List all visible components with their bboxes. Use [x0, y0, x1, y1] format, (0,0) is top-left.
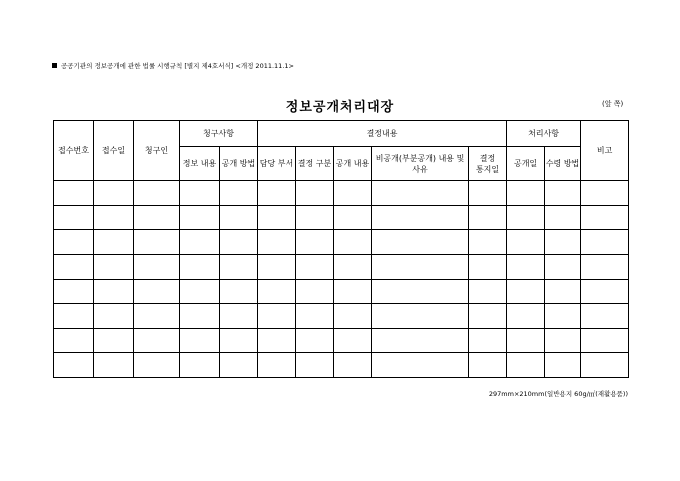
table-cell[interactable]: [372, 304, 469, 329]
col-disclosure-method: 공개 방법: [220, 147, 258, 181]
table-cell[interactable]: [180, 205, 220, 230]
table-cell[interactable]: [54, 230, 94, 255]
col-decision-notice-date: 결정 통지일: [469, 147, 507, 181]
table-cell[interactable]: [581, 279, 629, 304]
col-disclosure-date: 공개일: [507, 147, 545, 181]
table-cell[interactable]: [545, 328, 581, 353]
table-cell[interactable]: [220, 353, 258, 378]
table-cell[interactable]: [296, 279, 334, 304]
table-cell[interactable]: [220, 205, 258, 230]
table-cell[interactable]: [180, 304, 220, 329]
table-cell[interactable]: [372, 230, 469, 255]
table-cell[interactable]: [134, 254, 180, 279]
table-row: [54, 205, 629, 230]
col-receipt-no: 접수번호: [54, 121, 94, 181]
table-cell[interactable]: [581, 205, 629, 230]
table-cell[interactable]: [94, 353, 134, 378]
table-cell[interactable]: [220, 304, 258, 329]
table-cell[interactable]: [469, 279, 507, 304]
table-cell[interactable]: [258, 328, 296, 353]
table-cell[interactable]: [258, 254, 296, 279]
table-cell[interactable]: [220, 181, 258, 206]
table-cell[interactable]: [372, 279, 469, 304]
table-cell[interactable]: [372, 353, 469, 378]
table-cell[interactable]: [54, 181, 94, 206]
document-title: 정보공개처리대장: [285, 100, 395, 115]
table-cell[interactable]: [581, 181, 629, 206]
table-cell[interactable]: [334, 205, 372, 230]
disclosure-ledger-table: [53, 120, 629, 378]
ledger-body: [54, 181, 629, 378]
table-cell[interactable]: [94, 181, 134, 206]
table-cell[interactable]: [54, 304, 94, 329]
col-disclosure-content: 공개 내용: [334, 147, 372, 181]
table-cell[interactable]: [334, 254, 372, 279]
table-cell[interactable]: [334, 181, 372, 206]
col-receipt-date: 접수일: [94, 121, 134, 181]
table-cell[interactable]: [507, 205, 545, 230]
table-cell[interactable]: [372, 254, 469, 279]
table-cell[interactable]: [507, 230, 545, 255]
table-cell[interactable]: [334, 279, 372, 304]
group-decision: 결정내용: [258, 121, 507, 147]
table-cell[interactable]: [296, 353, 334, 378]
table-cell[interactable]: [94, 328, 134, 353]
table-cell[interactable]: [507, 254, 545, 279]
table-cell[interactable]: [507, 279, 545, 304]
table-row: [54, 304, 629, 329]
table-cell[interactable]: [180, 181, 220, 206]
table-cell[interactable]: [134, 230, 180, 255]
header-row-groups: [54, 121, 629, 147]
table-cell[interactable]: [296, 304, 334, 329]
table-cell[interactable]: [296, 254, 334, 279]
table-cell[interactable]: [507, 328, 545, 353]
table-cell[interactable]: [296, 230, 334, 255]
table-cell[interactable]: [545, 254, 581, 279]
table-cell[interactable]: [258, 181, 296, 206]
col-info-content: 정보 내용: [180, 147, 220, 181]
table-cell[interactable]: [54, 279, 94, 304]
table-cell[interactable]: [469, 353, 507, 378]
table-cell[interactable]: [258, 279, 296, 304]
group-processing: 처리사항: [507, 121, 581, 147]
table-cell[interactable]: [469, 328, 507, 353]
table-cell[interactable]: [220, 328, 258, 353]
table-cell[interactable]: [545, 304, 581, 329]
table-cell[interactable]: [54, 205, 94, 230]
col-dept: 담당 부서: [258, 147, 296, 181]
group-request: 청구사항: [180, 121, 258, 147]
table-cell[interactable]: [258, 230, 296, 255]
table-cell[interactable]: [220, 230, 258, 255]
table-cell[interactable]: [372, 205, 469, 230]
table-cell[interactable]: [134, 328, 180, 353]
table-cell[interactable]: [372, 181, 469, 206]
paper-spec-note: 297mm×210mm(일반용지 60g/㎡(재활용품)): [488, 390, 628, 398]
table-row: [54, 181, 629, 206]
table-row: [54, 328, 629, 353]
table-cell[interactable]: [507, 304, 545, 329]
table-cell[interactable]: [134, 279, 180, 304]
col-remarks: 비고: [581, 121, 629, 181]
table-cell[interactable]: [180, 279, 220, 304]
table-cell[interactable]: [545, 279, 581, 304]
col-decision-type: 결정 구분: [296, 147, 334, 181]
table-cell[interactable]: [372, 328, 469, 353]
table-cell[interactable]: [94, 205, 134, 230]
table-cell[interactable]: [220, 254, 258, 279]
table-cell[interactable]: [469, 181, 507, 206]
table-cell[interactable]: [469, 230, 507, 255]
table-cell[interactable]: [469, 205, 507, 230]
table-cell[interactable]: [545, 353, 581, 378]
table-cell[interactable]: [258, 304, 296, 329]
table-cell[interactable]: [180, 230, 220, 255]
table-cell[interactable]: [581, 304, 629, 329]
table-cell[interactable]: [296, 205, 334, 230]
table-cell[interactable]: [545, 205, 581, 230]
table-cell[interactable]: [296, 328, 334, 353]
table-cell[interactable]: [94, 304, 134, 329]
table-cell[interactable]: [581, 230, 629, 255]
square-bullet-icon: [52, 63, 57, 68]
table-cell[interactable]: [134, 205, 180, 230]
table-cell[interactable]: [581, 254, 629, 279]
table-cell[interactable]: [507, 353, 545, 378]
table-cell[interactable]: [469, 304, 507, 329]
table-cell[interactable]: [469, 254, 507, 279]
table-cell[interactable]: [334, 304, 372, 329]
table-cell[interactable]: [334, 353, 372, 378]
col-receipt-method: 수령 방법: [545, 147, 581, 181]
table-cell[interactable]: [54, 353, 94, 378]
table-cell[interactable]: [334, 328, 372, 353]
table-cell[interactable]: [545, 181, 581, 206]
col-nondisclosure: 비공개(부분공개) 내용 및 사유: [372, 147, 469, 181]
col-requester: 청구인: [134, 121, 180, 181]
table-row: [54, 279, 629, 304]
table-cell[interactable]: [220, 279, 258, 304]
table-row: [54, 254, 629, 279]
form-reference-note: [52, 61, 294, 70]
table-cell[interactable]: [545, 230, 581, 255]
table-cell[interactable]: [334, 230, 372, 255]
table-cell[interactable]: [258, 353, 296, 378]
table-cell[interactable]: [54, 254, 94, 279]
table-cell[interactable]: [54, 328, 94, 353]
table-cell[interactable]: [94, 230, 134, 255]
table-cell[interactable]: [507, 181, 545, 206]
table-row: [54, 353, 629, 378]
table-cell[interactable]: [180, 353, 220, 378]
table-cell[interactable]: [94, 254, 134, 279]
table-cell[interactable]: [134, 304, 180, 329]
table-cell[interactable]: [180, 254, 220, 279]
table-cell[interactable]: [134, 353, 180, 378]
table-row: [54, 230, 629, 255]
table-cell[interactable]: [180, 328, 220, 353]
table-cell[interactable]: [296, 181, 334, 206]
table-cell[interactable]: [134, 181, 180, 206]
table-cell[interactable]: [258, 205, 296, 230]
table-cell[interactable]: [94, 279, 134, 304]
page-side-note: (앞 쪽): [602, 100, 624, 108]
table-cell[interactable]: [581, 353, 629, 378]
table-cell[interactable]: [581, 328, 629, 353]
form-reference-text: 공공기관의 정보공개에 관한 법률 시행규칙 [별지 제4호서식] <개정 2011.11.1>: [61, 62, 294, 70]
